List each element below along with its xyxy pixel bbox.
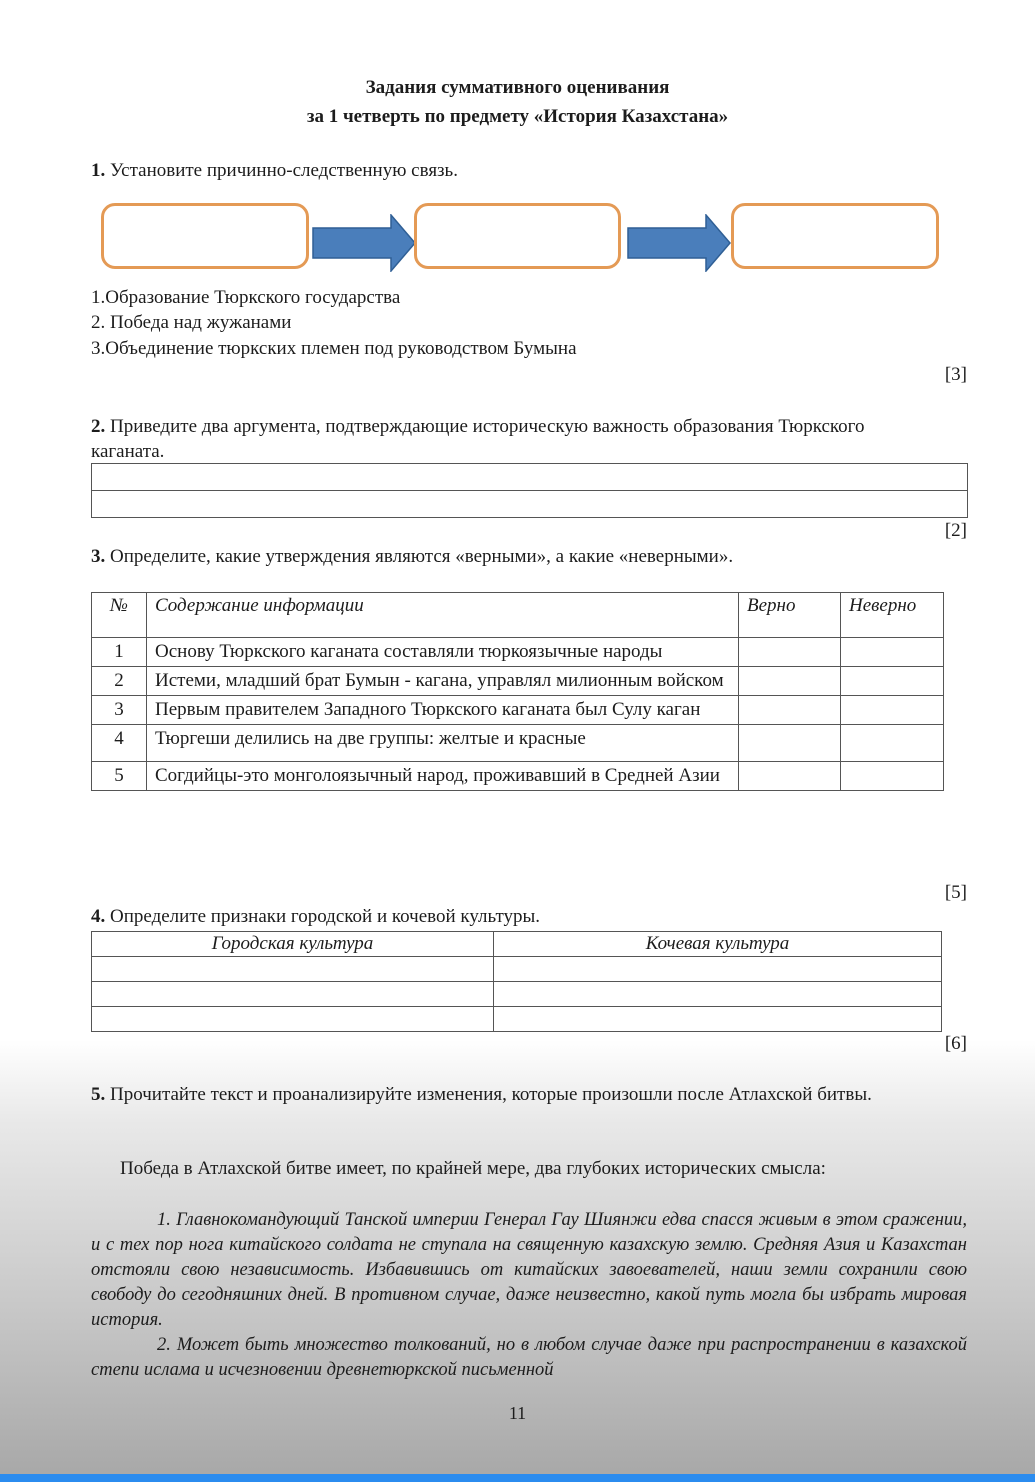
q2-answer-row [92, 464, 968, 491]
urban-cell[interactable] [92, 957, 494, 982]
q2-answer-cell-1[interactable] [92, 464, 968, 491]
table-row [92, 762, 944, 791]
passage [91, 1208, 967, 1383]
q2-score: [2] [944, 520, 967, 541]
row-number: 5 [92, 762, 147, 791]
urban-cell[interactable] [92, 1007, 494, 1032]
nomadic-cell[interactable] [494, 1007, 942, 1032]
table-row [92, 957, 942, 982]
question-4-text: Определите признаки городской и кочевой культуры. [110, 906, 541, 927]
question-2-number: 2. [91, 416, 106, 437]
q1-score: [3] [944, 364, 967, 385]
row-statement: Истеми, младший брат Бумын - кагана, управлял милионным войском [147, 667, 739, 696]
table-header-row [92, 593, 944, 638]
table-row [92, 1007, 942, 1032]
culture-table [91, 931, 942, 1032]
row-number: 4 [92, 725, 147, 762]
passage-paragraph-1: 1. Главнокомандующий Танской империи Генерал Гау Шиянжи едва спасся живым в этом сражении, и с тех пор нога китайского солдата не ступала на священную казахскую землю. Средняя Азия и Казахстан отстояли свою независимость. Избавившись от китайских завоевателей, наши земли сохранили свою свободу до сегодняшних дней. В противном случае, даже неизвестно, какой путь могла бы избрать мировая история. [91, 1210, 967, 1330]
false-cell[interactable] [841, 762, 944, 791]
row-statement: Основу Тюркского каганата составляли тюркоязычные народы [147, 638, 739, 667]
header-content: Содержание информации [147, 593, 739, 638]
false-cell[interactable] [841, 667, 944, 696]
q2-answer-cell-2[interactable] [92, 491, 968, 518]
document-title-line1: Задания суммативного оценивания [365, 77, 670, 98]
arrow-right-icon [311, 214, 417, 272]
q3-score: [5] [944, 882, 967, 903]
flow-box-3[interactable] [731, 203, 939, 269]
question-5 [91, 1082, 951, 1107]
q1-option-3: 3.Объединение тюркских племен под руководством Бумына [91, 338, 577, 359]
nomadic-cell[interactable] [494, 957, 942, 982]
question-1-text: Установите причинно-следственную связь. [110, 160, 458, 181]
header-urban-culture: Городская культура [92, 932, 494, 957]
q2-answer-row [92, 491, 968, 518]
question-4 [91, 906, 540, 928]
flow-box-1[interactable] [101, 203, 309, 269]
nomadic-cell[interactable] [494, 982, 942, 1007]
q2-answer-table [91, 463, 968, 518]
row-number: 1 [92, 638, 147, 667]
question-4-number: 4. [91, 906, 106, 927]
q4-score: [6] [944, 1033, 967, 1054]
q1-option-2: 2. Победа над жужанами [91, 312, 292, 333]
header-true: Верно [739, 593, 841, 638]
question-5-text: Прочитайте текст и проанализируйте изменения, которые произошли после Атлахской битвы. [110, 1084, 872, 1105]
row-statement: Согдийцы-это монголоязычный народ, проживавший в Средней Азии [147, 762, 739, 791]
true-cell[interactable] [739, 725, 841, 762]
urban-cell[interactable] [92, 982, 494, 1007]
question-1-number: 1. [91, 160, 106, 181]
question-1 [91, 160, 458, 182]
row-statement: Первым правителем Западного Тюркского каганата был Сулу каган [147, 696, 739, 725]
bottom-bar [0, 1474, 1035, 1482]
passage-intro: Победа в Атлахской битве имеет, по крайней мере, два глубоких исторических смысла: [120, 1158, 826, 1179]
false-cell[interactable] [841, 725, 944, 762]
true-cell[interactable] [739, 638, 841, 667]
table-row [92, 696, 944, 725]
table-row [92, 982, 942, 1007]
question-2 [91, 414, 891, 464]
false-cell[interactable] [841, 696, 944, 725]
question-3-text: Определите, какие утверждения являются «верными», а какие «неверными». [110, 546, 734, 567]
row-number: 2 [92, 667, 147, 696]
page-number: 11 [508, 1403, 527, 1423]
true-false-table [91, 592, 944, 791]
true-cell[interactable] [739, 762, 841, 791]
header-false: Неверно [841, 593, 944, 638]
flow-box-2[interactable] [414, 203, 621, 269]
q1-option-1: 1.Образование Тюркского государства [91, 287, 401, 308]
question-2-text: Приведите два аргумента, подтверждающие историческую важность образования Тюркского каганата. [91, 416, 865, 462]
row-statement: Тюргеши делились на две группы: желтые и красные [147, 725, 739, 762]
arrow-right-icon [626, 214, 732, 272]
table-header-row [92, 932, 942, 957]
false-cell[interactable] [841, 638, 944, 667]
header-number: № [92, 593, 147, 638]
table-row [92, 725, 944, 762]
true-cell[interactable] [739, 667, 841, 696]
question-3 [91, 546, 733, 568]
question-5-number: 5. [91, 1084, 106, 1105]
table-row [92, 638, 944, 667]
table-row [92, 667, 944, 696]
document-title-line2: за 1 четверть по предмету «История Казахстана» [306, 106, 729, 127]
header-nomadic-culture: Кочевая культура [494, 932, 942, 957]
question-3-number: 3. [91, 546, 106, 567]
row-number: 3 [92, 696, 147, 725]
passage-paragraph-2: 2. Может быть множество толкований, но в любом случае даже при распространении в казахской степи ислама и исчезновении древнетюркской письменной [91, 1335, 967, 1380]
true-cell[interactable] [739, 696, 841, 725]
